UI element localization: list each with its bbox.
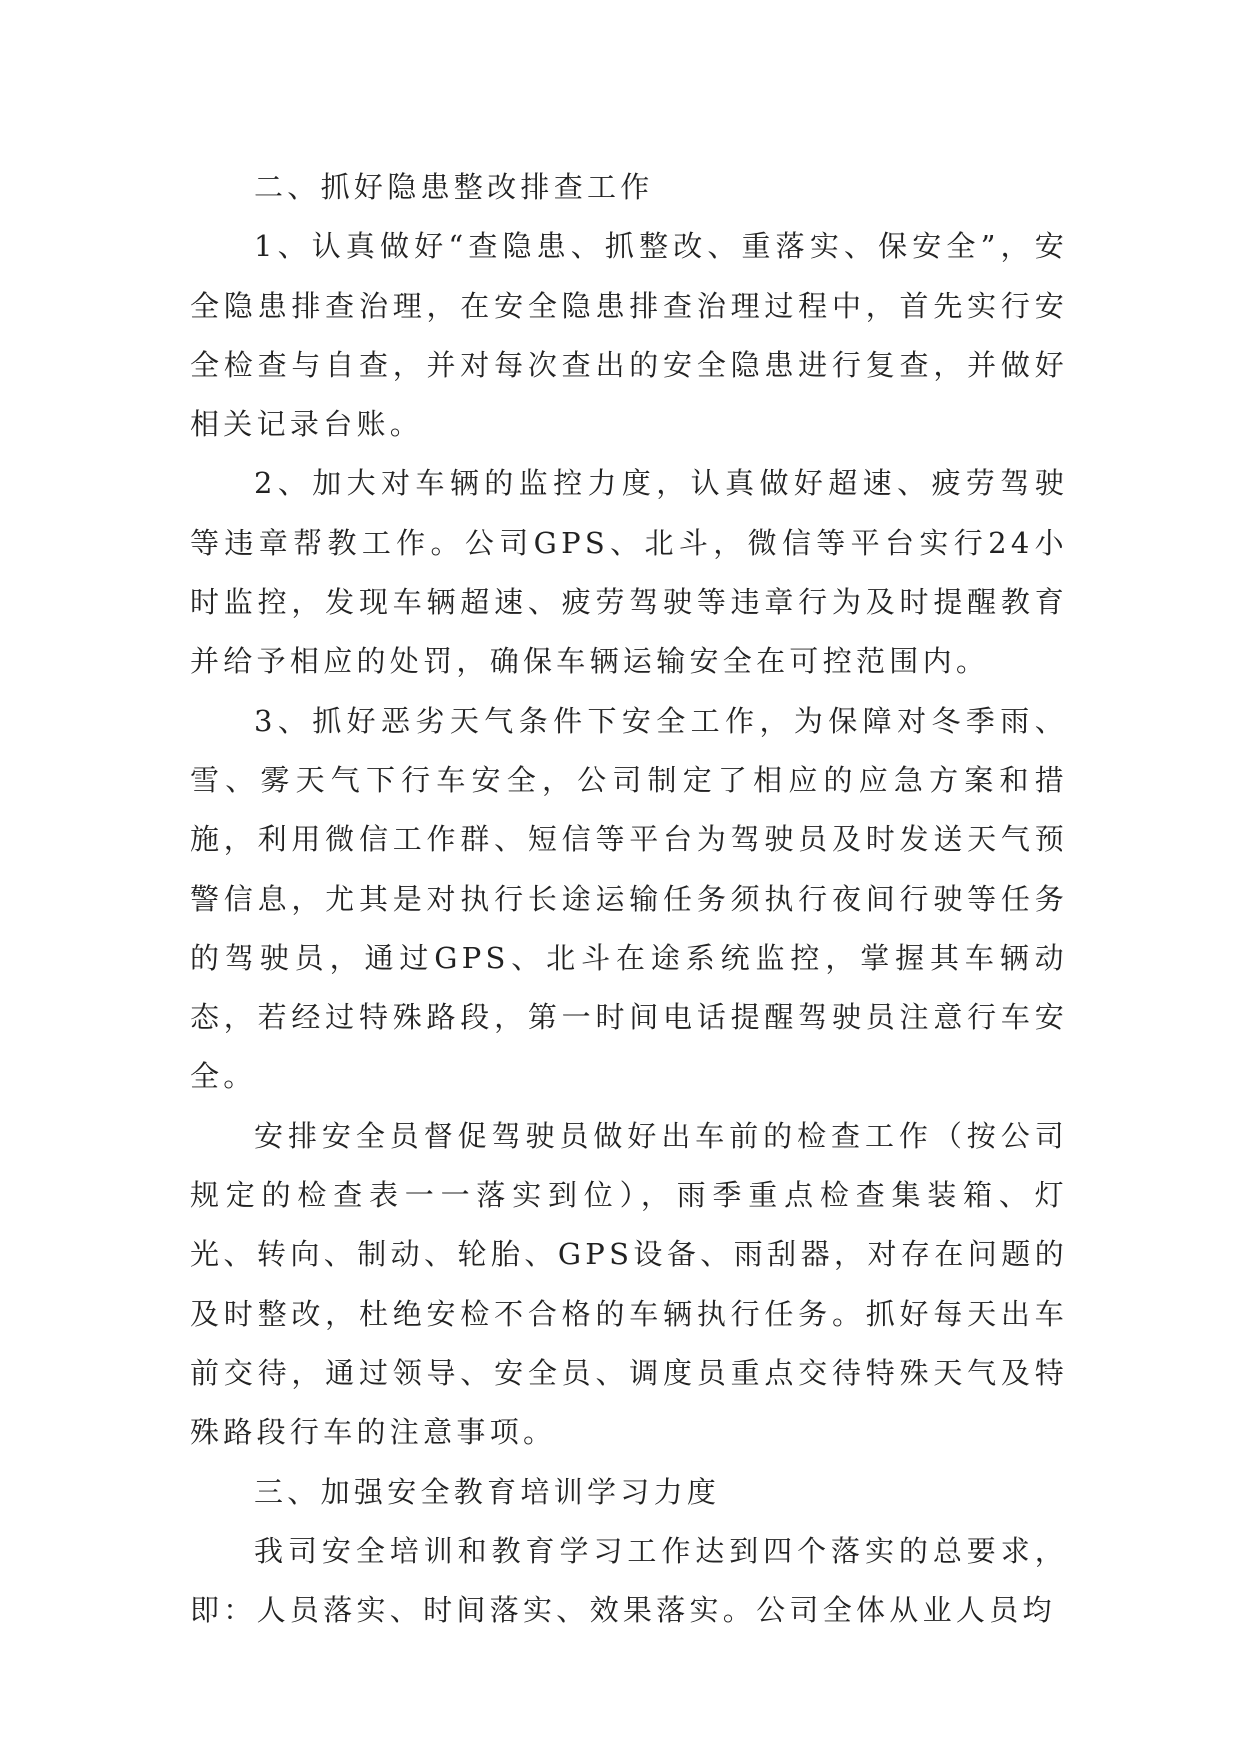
paragraph-vehicle-monitoring: 2、加大对车辆的监控力度，认真做好超速、疲劳驾驶等违章帮教工作。公司GPS、北斗，微信等平台实行24小时监控，发现车辆超速、疲劳驾驶等违章行为及时提醒教育并给予相应的处罚，确保车辆运输安全在可控范围内。 <box>190 466 1068 679</box>
document-body <box>190 158 1068 1640</box>
paragraph-pre-departure-check: 安排安全员督促驾驶员做好出车前的检查工作（按公司规定的检查表一一落实到位），雨季重点检查集装箱、灯光、转向、制动、轮胎、GPS设备、雨刮器，对存在问题的及时整改，杜绝安检不合格的车辆执行任务。抓好每天出车前交待，通过领导、安全员、调度员重点交待特殊天气及特殊路段行车的注意事项。 <box>190 1118 1068 1450</box>
section-heading-safety-training: 三、加强安全教育培训学习力度 <box>254 1474 721 1509</box>
paragraph-training-requirements: 我司安全培训和教育学习工作达到四个落实的总要求，即：人员落实、时间落实、效果落实。公司全体从业人员均 <box>190 1533 1068 1628</box>
paragraph-hazard-inspection: 1、认真做好“查隐患、抓整改、重落实、保安全”，安全隐患排查治理，在安全隐患排查治理过程中，首先实行安全检查与自查，并对每次查出的安全隐患进行复查，并做好相关记录台账。 <box>190 229 1068 442</box>
section-heading-hazard-rectification: 二、抓好隐患整改排查工作 <box>254 170 654 204</box>
paragraph-bad-weather-safety: 3、抓好恶劣天气条件下安全工作，为保障对冬季雨、雪、雾天气下行车安全，公司制定了相应的应急方案和措施，利用微信工作群、短信等平台为驾驶员及时发送天气预警信息，尤其是对执行长途运输任务须执行夜间行驶等任务的驾驶员，通过GPS、北斗在途系统监控，掌握其车辆动态，若经过特殊路段，第一时间电话提醒驾驶员注意行车安全。 <box>190 703 1068 1094</box>
